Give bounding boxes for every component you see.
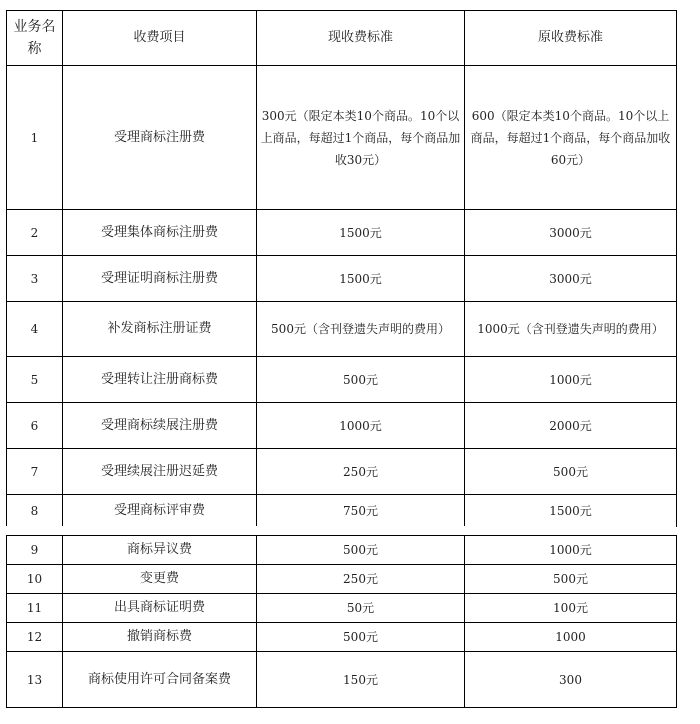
fee-table-lower	[6, 535, 677, 708]
current-fee-cell: 1500元	[257, 256, 465, 302]
original-fee-cell: 100元	[465, 594, 677, 623]
fee-item-cell: 受理续展注册迟延费	[63, 449, 257, 495]
original-fee-cell: 300	[465, 652, 677, 708]
row-number: 5	[7, 357, 63, 403]
fee-item-cell: 出具商标证明费	[63, 594, 257, 623]
original-fee-cell: 1000元	[465, 357, 677, 403]
table-row	[7, 256, 677, 302]
fee-item-cell: 受理商标评审费	[63, 495, 257, 527]
current-fee-cell: 1000元	[257, 403, 465, 449]
fee-item-cell: 受理证明商标注册费	[63, 256, 257, 302]
table-row	[7, 594, 677, 623]
current-fee-cell: 50元	[257, 594, 465, 623]
row-number: 7	[7, 449, 63, 495]
table-break-gap	[6, 526, 676, 535]
table-row	[7, 66, 677, 210]
current-fee-cell: 500元	[257, 536, 465, 565]
original-fee-cell: 3000元	[465, 210, 677, 256]
header-original-standard: 原收费标准	[465, 11, 677, 66]
current-fee-cell: 750元	[257, 495, 465, 527]
table-row	[7, 357, 677, 403]
table-row	[7, 652, 677, 708]
original-fee-cell: 1000元	[465, 536, 677, 565]
row-number: 3	[7, 256, 63, 302]
row-number: 10	[7, 565, 63, 594]
row-number: 13	[7, 652, 63, 708]
row-number: 4	[7, 302, 63, 357]
fee-item-cell: 补发商标注册证费	[63, 302, 257, 357]
row-number: 11	[7, 594, 63, 623]
current-fee-cell: 150元	[257, 652, 465, 708]
row-number: 8	[7, 495, 63, 527]
current-fee-cell: 250元	[257, 449, 465, 495]
fee-item-cell: 变更费	[63, 565, 257, 594]
header-row	[7, 11, 677, 66]
fee-item-cell: 撤销商标费	[63, 623, 257, 652]
row-number: 2	[7, 210, 63, 256]
table-row	[7, 495, 677, 527]
original-fee-cell: 500元	[465, 449, 677, 495]
row-number: 12	[7, 623, 63, 652]
original-fee-cell: 500元	[465, 565, 677, 594]
table-row	[7, 565, 677, 594]
current-fee-cell: 500元	[257, 623, 465, 652]
fee-item-cell: 受理商标注册费	[63, 66, 257, 210]
row-number: 1	[7, 66, 63, 210]
current-fee-cell: 300元（限定本类10个商品。10个以上商品，每超过1个商品，每个商品加收30元）	[257, 66, 465, 210]
header-business-name: 业务名称	[7, 11, 63, 66]
table-row	[7, 623, 677, 652]
fee-item-cell: 受理商标续展注册费	[63, 403, 257, 449]
original-fee-cell: 1000	[465, 623, 677, 652]
header-fee-item: 收费项目	[63, 11, 257, 66]
fee-item-cell: 受理集体商标注册费	[63, 210, 257, 256]
original-fee-cell: 3000元	[465, 256, 677, 302]
table-row	[7, 449, 677, 495]
current-fee-cell: 1500元	[257, 210, 465, 256]
original-fee-cell: 2000元	[465, 403, 677, 449]
row-number: 6	[7, 403, 63, 449]
table-row	[7, 302, 677, 357]
table-row	[7, 536, 677, 565]
original-fee-cell: 1000元（含刊登遗失声明的费用）	[465, 302, 677, 357]
current-fee-cell: 500元	[257, 357, 465, 403]
current-fee-cell: 250元	[257, 565, 465, 594]
fee-item-cell: 商标异议费	[63, 536, 257, 565]
fee-table-upper	[6, 10, 677, 527]
original-fee-cell: 1500元	[465, 495, 677, 527]
header-current-standard: 现收费标准	[257, 11, 465, 66]
table-row	[7, 210, 677, 256]
current-fee-cell: 500元（含刊登遗失声明的费用）	[257, 302, 465, 357]
fee-item-cell: 商标使用许可合同备案费	[63, 652, 257, 708]
table-row	[7, 403, 677, 449]
fee-item-cell: 受理转让注册商标费	[63, 357, 257, 403]
row-number: 9	[7, 536, 63, 565]
original-fee-cell: 600（限定本类10个商品。10个以上商品，每超过1个商品，每个商品加收60元）	[465, 66, 677, 210]
